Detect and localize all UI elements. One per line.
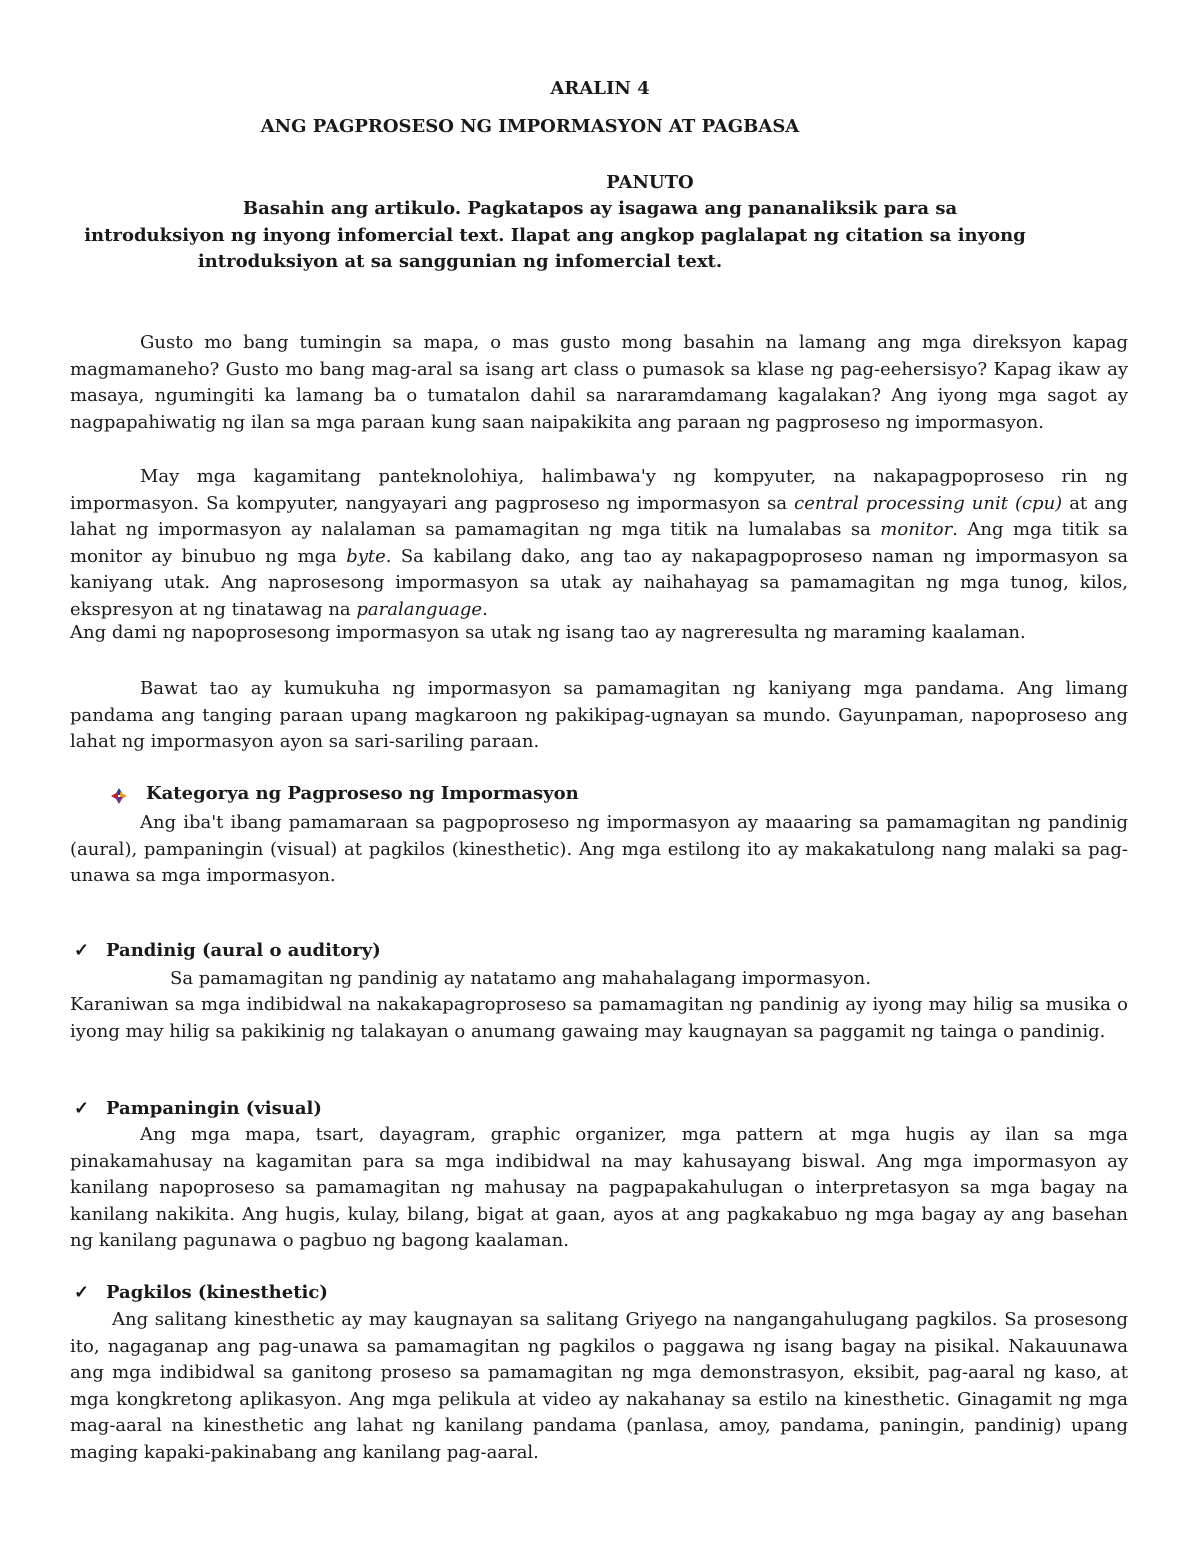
paragraph-pagkilos: Ang salitang kinesthetic ay may kaugnayan sa salitang Griyego na nangangahulugang pagkilos. Sa prosesong ito, nagaganap ang pag-unawa sa pamamagitan ng pagkilos o paggawa ng isang bagay na pisikal. Nakauunawa ang mga indibidwal sa ganitong proseso sa pamamagitan ng mga demonstrasyon, eksibit, pag-aaral ng kaso, at mga kongkretong aplikasyon. Ang mga pelikula at video ay nakahanay sa estilo na kinesthetic. Ginagamit ng mga mag-aaral na kinesthetic ang lahat ng kanilang pandama (panlasa, amoy, pandama, paningin, pandinig) upang maging kapaki-pakinabang ang kanilang pag-aaral. bbox=[70, 1309, 1128, 1463]
paragraph-senses: Bawat tao ay kumukuha ng impormasyon sa pamamagitan ng kaniyang mga pandama. Ang limang pandama ang tanging paraan upang magkaroon ng pakikipag-ugnayan sa mundo. Gayunpaman, napoproseso ang lahat ng impormasyon ayon sa sari-sariling paraan. bbox=[70, 678, 1128, 752]
section-heading-pandinig: Pandinig (aural o auditory) bbox=[106, 940, 381, 961]
paragraph-pampaningin: Ang mga mapa, tsart, dayagram, graphic organizer, mga pattern at mga hugis ay ilan sa mga pinakamahusay na kagamitan para sa mga indibidwal na may kahusayang biswal. Ang mga impormasyon ay kanilang napoproseso sa pamamagitan ng mahusay na pagpapakahulugan o interpretasyon sa mga bagay na kanilang nakikita. Ang hugis, kulay, bilang, bigat at gaan, ayos at ang pagkakabuo ng mga bagay ay ang basehan ng kanilang pagunawa o pagbuo ng bagong kaalaman. bbox=[70, 1124, 1128, 1251]
arrow-bullet-icon bbox=[110, 787, 128, 805]
section-heading-pampaningin: Pampaningin (visual) bbox=[106, 1098, 322, 1119]
lesson-title: ARALIN 4 bbox=[550, 78, 650, 99]
term-paralanguage: paralanguage bbox=[356, 598, 483, 620]
term-byte: byte bbox=[346, 545, 386, 567]
lesson-subtitle: ANG PAGPROSESO NG IMPORMASYON AT PAGBASA bbox=[260, 116, 800, 137]
checkmark-icon: ✓ bbox=[74, 1282, 90, 1303]
section-heading-kategorya: Kategorya ng Pagproseso ng Impormasyon bbox=[146, 783, 579, 804]
instructions bbox=[80, 196, 1030, 276]
checkmark-icon: ✓ bbox=[74, 1098, 90, 1119]
paragraph-technology: May mga kagamitang panteknolohiya, halimbawa'y ng kompyuter, na nakapagpoproseso rin ng impormasyon. Sa kompyuter, nangyayari ang pagproseso ng impormasyon sa central processing unit (cpu) at ang lahat ng impormasyon ay nalalaman sa pamamagitan ng mga titik na lumalabas sa monitor. Ang mga titik sa monitor ay binubuo ng mga byte. Sa kabilang dako, ang tao ay nakapagpoproseso naman ng impormasyon sa kaniyang utak. Ang naprosesong impormasyon sa utak ay naihahayag sa pamamagitan ng mga tunog, kilos, ekspresyon at ng tinatawag na paralanguage. bbox=[70, 466, 1129, 620]
instruction-line-3: introduksiyon at sa sanggunian ng infomercial text. bbox=[197, 251, 723, 272]
paragraph-pandinig: Karaniwan sa mga indibidwal na nakakapagroproseso sa pamamagitan ng pandinig ay iyong may hilig sa musika o iyong may hilig sa pakikinig ng talakayan o anumang gawaing may kaugnayan sa paggamit ng tainga o pandinig. bbox=[70, 994, 1128, 1042]
term-monitor: monitor bbox=[880, 519, 953, 540]
term-cpu: central processing unit (cpu) bbox=[794, 492, 1063, 514]
instructions-heading: PANUTO bbox=[606, 172, 694, 193]
paragraph-knowledge: Ang dami ng napoprosesong impormasyon sa utak ng isang tao ay nagreresulta ng maraming kaalaman. bbox=[70, 622, 1026, 643]
instruction-line-2: introduksiyon ng inyong infomercial text. Ilapat ang angkop paglalapat ng citation sa inyong bbox=[84, 224, 1026, 246]
instruction-line-1: Basahin ang artikulo. Pagkatapos ay isagawa ang pananaliksik para sa bbox=[242, 198, 958, 219]
section-heading-pagkilos: Pagkilos (kinesthetic) bbox=[106, 1282, 328, 1303]
pandinig-first-line: Sa pamamagitan ng pandinig ay natatamo ang mahahalagang impormasyon. bbox=[170, 968, 871, 989]
paragraph-intro: Gusto mo bang tumingin sa mapa, o mas gusto mong basahin na lamang ang mga direksyon kapag magmamaneho? Gusto mo bang mag-aral sa isang art class o pumasok sa klase ng pag-eehersisyo? Kapag ikaw ay masaya, ngumingiti ka lamang ba o tumatalon dahil sa nararamdamang kagalakan? Ang iyong mga sagot ay nagpapahiwatig ng ilan sa mga paraan kung saan naipakikita ang paraan ng pagproseso ng impormasyon. bbox=[70, 332, 1128, 433]
checkmark-icon: ✓ bbox=[74, 940, 90, 961]
paragraph-kategorya: Ang iba't ibang pamamaraan sa pagpoproseso ng impormasyon ay maaaring sa pamamagitan ng pandinig (aural), pampaningin (visual) at pagkilos (kinesthetic). Ang mga estilong ito ay makakatulong nang malaki sa pag-unawa sa mga impormasyon. bbox=[70, 812, 1128, 886]
